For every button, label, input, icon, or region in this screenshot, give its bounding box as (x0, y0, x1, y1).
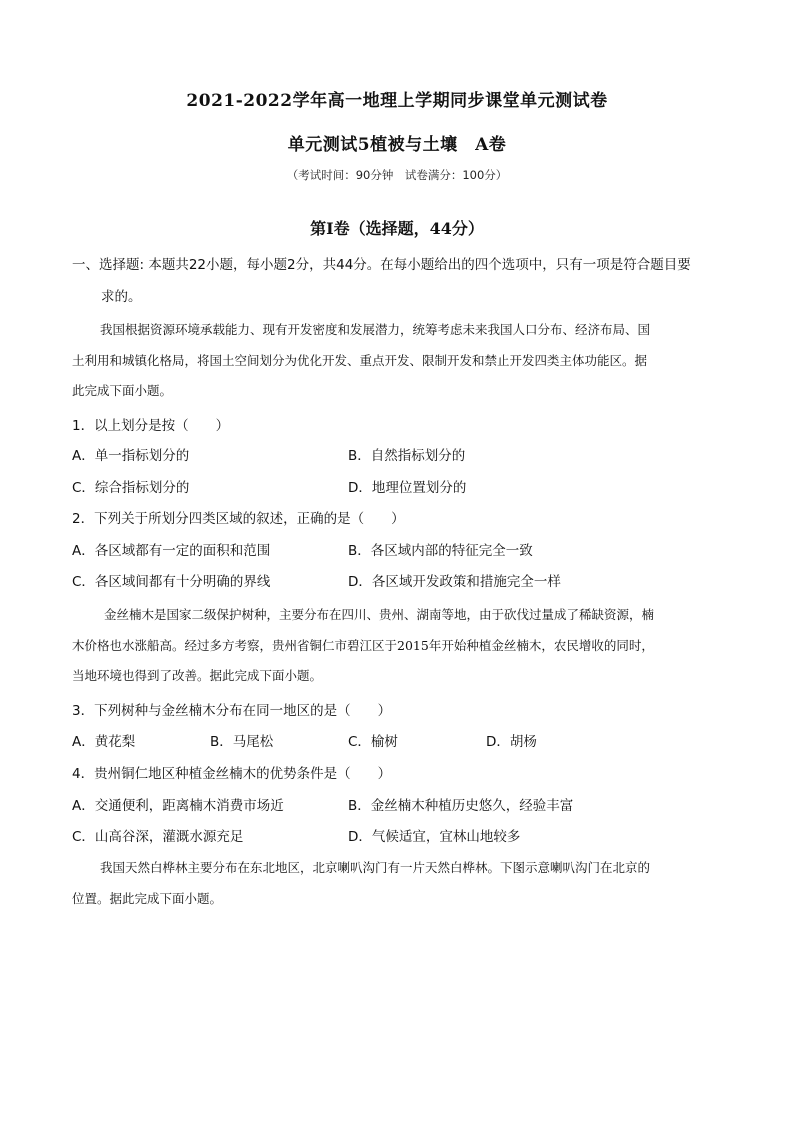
question-3-option-c: C．榆树 (348, 734, 398, 750)
question-2-stem: 2．下列关于所划分四类区域的叙述，正确的是（ ） (72, 511, 405, 527)
passage2-line-2: 木价格也水涨船高。经过多方考察，贵州省铜仁市碧江区于2015年开始种植金丝楠木，农民增收的同时， (72, 638, 654, 653)
question-2-option-c: C．各区域间都有十分明确的界线 (72, 574, 271, 590)
passage3-line-2: 位置。据此完成下面小题。 (72, 891, 223, 906)
question-2-option-b: B．各区域内部的特征完全一致 (348, 543, 533, 559)
passage1-line-2: 土利用和城镇化格局，将国土空间划分为优化开发、重点开发、限制开发和禁止开发四类主体功能区。据 (72, 353, 648, 368)
question-3-option-d: D．胡杨 (486, 734, 537, 750)
question-3-option-a: A．黄花梨 (72, 734, 136, 750)
question-2-option-a: A．各区域都有一定的面积和范围 (72, 543, 271, 559)
exam-subtitle: 单元测试5植被与土壤 A卷 (287, 135, 507, 155)
question-1-option-a: A．单一指标划分的 (72, 448, 190, 464)
question-1-option-b: B．自然指标划分的 (348, 448, 466, 464)
section-title: 第Ⅰ卷（选择题，44分） (310, 219, 484, 238)
question-3-stem: 3．下列树种与金丝楠木分布在同一地区的是（ ） (72, 703, 392, 719)
question-4-option-a: A．交通便利，距离楠木消费市场近 (72, 798, 284, 814)
passage2-line-1: 金丝楠木是国家二级保护树种，主要分布在四川、贵州、湖南等地，由于砍伐过量成了稀缺资源，楠 (104, 607, 655, 622)
exam-title: 2021-2022学年高一地理上学期同步课堂单元测试卷 (186, 91, 608, 111)
question-1-option-c: C．综合指标划分的 (72, 480, 190, 496)
exam-info: （考试时间：90分钟 试卷满分：100分） (286, 168, 508, 182)
question-4-option-c: C．山高谷深，灌溉水源充足 (72, 829, 244, 845)
question-4-option-b: B．金丝楠木种植历史悠久，经验丰富 (348, 798, 574, 814)
question-4-option-d: D．气候适宜，宜林山地较多 (348, 829, 521, 845)
question-3-option-b: B．马尾松 (210, 734, 274, 750)
question-4-stem: 4．贵州铜仁地区种植金丝楠木的优势条件是（ ） (72, 766, 392, 782)
passage2-line-3: 当地环境也得到了改善。据此完成下面小题。 (72, 668, 323, 683)
question-1-option-d: D．地理位置划分的 (348, 480, 467, 496)
instruction-line-1: 一、选择题: 本题共22小题，每小题2分，共44分。在每小题给出的四个选项中，只有一项是符合题目要 (72, 257, 691, 273)
instruction-line-2: 求的。 (101, 289, 142, 305)
question-2-option-d: D．各区域开发政策和措施完全一样 (348, 574, 561, 590)
passage1-line-1: 我国根据资源环境承载能力、现有开发密度和发展潜力，统筹考虑未来我国人口分布、经济布局、国 (100, 322, 651, 337)
passage1-line-3: 此完成下面小题。 (72, 383, 173, 398)
question-1-stem: 1．以上划分是按（ ） (72, 418, 230, 434)
passage3-line-1: 我国天然白桦林主要分布在东北地区，北京喇叭沟门有一片天然白桦林。下图示意喇叭沟门在北京的 (100, 860, 651, 875)
